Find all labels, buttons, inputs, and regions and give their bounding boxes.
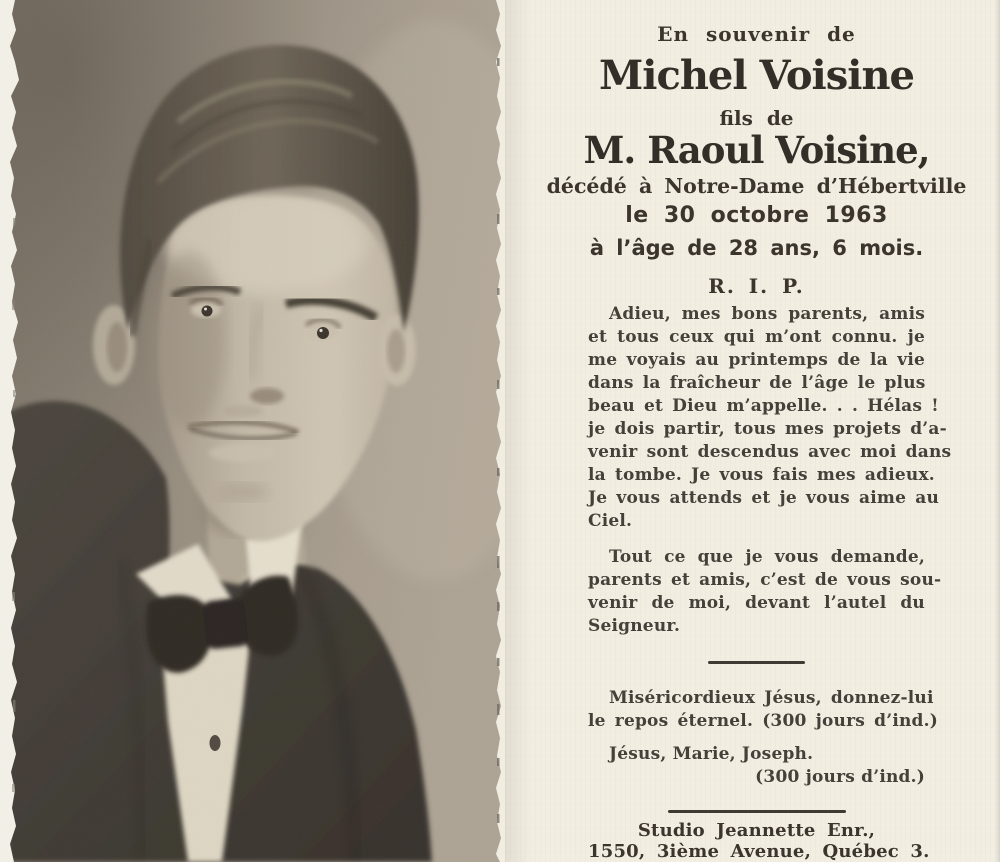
farewell-line: et tous ceux qui m’ont connu. je: [588, 327, 925, 347]
farewell-line: Ciel.: [588, 511, 633, 531]
prayer-jmj: [588, 743, 925, 789]
studio-credit: [588, 820, 930, 862]
farewell-line: je dois partir, tous mes projets d’a-: [588, 419, 947, 439]
father-name: M. Raoul Voisine,: [583, 128, 930, 172]
prayer-misericordieux: [588, 687, 939, 733]
relation-line: fils de: [719, 106, 794, 130]
request-line: Seigneur.: [588, 616, 681, 636]
divider-rule: [708, 661, 805, 664]
prayer-line: (300 jours d’ind.): [755, 767, 925, 787]
farewell-line: la tombe. Je vous fais mes adieux.: [588, 465, 935, 485]
farewell-line: Adieu, mes bons parents, amis: [609, 304, 925, 324]
farewell-line: beau et Dieu m’appelle. . . Hélas !: [588, 396, 939, 416]
prayer-line: le repos éternel. (300 jours d’ind.): [588, 711, 939, 731]
intro-line: En souvenir de: [657, 22, 856, 46]
studio-line: Studio Jeannette Enr.,: [637, 820, 876, 841]
death-date-line: le 30 octobre 1963: [625, 203, 888, 228]
prayer-line: Miséricordieux Jésus, donnez-lui: [609, 688, 934, 708]
request-line: venir de moi, devant l’autel du: [588, 593, 925, 613]
memorial-text-panel: [505, 0, 1000, 862]
studio-line: 1550, 3ième Avenue, Québec 3.: [588, 841, 930, 862]
request-paragraph: [588, 546, 942, 638]
divider-rule: [668, 810, 846, 813]
farewell-line: me voyais au printemps de la vie: [588, 350, 925, 370]
farewell-line: dans la fraîcheur de l’âge le plus: [588, 373, 926, 393]
rip-line: R. I. P.: [708, 274, 805, 298]
farewell-paragraph: [588, 303, 952, 533]
farewell-line: venir sont descendus avec moi dans: [588, 442, 952, 462]
prayer-line: Jésus, Marie, Joseph.: [609, 744, 814, 764]
request-line: Tout ce que je vous demande,: [609, 547, 925, 567]
text-column: [546, 0, 967, 862]
death-place-line: décédé à Notre-Dame d’Hébertville: [546, 174, 967, 198]
deceased-name: Michel Voisine: [599, 52, 914, 99]
request-line: parents et amis, c’est de vous sou-: [588, 570, 942, 590]
age-line: à l’âge de 28 ans, 6 mois.: [589, 236, 924, 260]
farewell-line: Je vous attends et je vous aime au: [588, 488, 940, 508]
